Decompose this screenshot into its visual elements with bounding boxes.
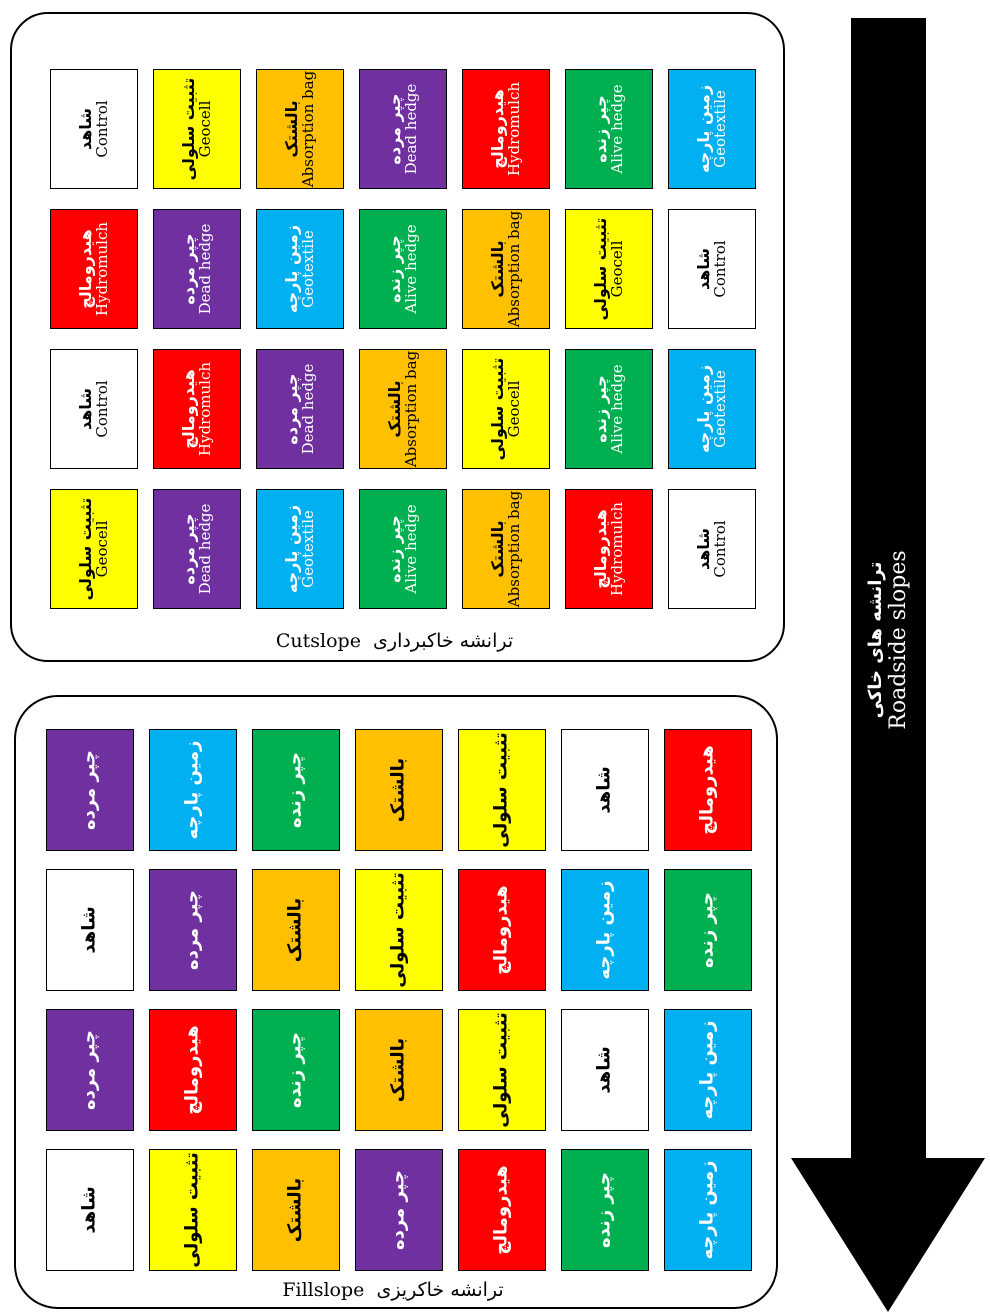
cutslope-cell-alive-hedge [359,489,447,609]
fillslope-cell-dead-hedge [46,729,134,851]
treatment-label-fa: چپر مرده [181,890,203,970]
treatment-label-fa: زمین پارچه [281,224,301,314]
cutslope-cell-control [668,489,756,609]
fillslope-cell-absorption-bag [252,869,340,991]
cutslope-caption-en: Cutslope [275,630,361,652]
fillslope-cell-geocell [149,1149,237,1271]
treatment-label-fa: شاهد [693,527,713,571]
treatment-label-fa: شاهد [78,1186,100,1234]
fillslope-cell-control [46,869,134,991]
treatment-label-fa: زمین پارچه [693,364,713,454]
fillslope-cell-control [46,1149,134,1271]
treatment-label-en: Geotextile [711,90,730,168]
treatment-label-fa: چپر زنده [590,95,610,163]
treatment-label-fa: تثبیت سلولی [178,77,198,181]
treatment-label-en: Hydromulch [93,221,112,317]
treatment-label-fa: چپر مرده [78,750,100,830]
treatment-label-fa: شاهد [693,247,713,291]
treatment-label-en: Geocell [505,380,524,438]
cutslope-cell-geocell [462,349,550,469]
treatment-label-fa: تثبیت سلولی [487,357,507,461]
treatment-label-fa: هیدرومالچ [590,509,610,589]
treatment-label-fa: تثبیت سلولی [75,497,95,601]
fillslope-cell-alive-hedge [561,1149,649,1271]
treatment-label-fa: زمین پارچه [593,880,615,980]
cutslope-cell-absorption-bag [462,209,550,329]
treatment-label-fa: هیدرومالچ [696,745,718,835]
treatment-label-fa: شاهد [75,387,95,431]
treatment-label-en: Alive hedge [402,224,421,314]
cutslope-caption-fa: ترانشه خاکبرداری [373,630,514,652]
fillslope-cell-geotextile [664,1009,752,1131]
treatment-label-en: Dead hedge [196,503,215,595]
cutslope-cell-absorption-bag [462,489,550,609]
cutslope-cell-absorption-bag [359,349,447,469]
fillslope-cell-dead-hedge [355,1149,443,1271]
treatment-label-fa: زمین پارچه [181,740,203,840]
treatment-label-en: Absorption bag [505,210,524,328]
treatment-label-en: Alive hedge [608,84,627,174]
treatment-label-en: Dead hedge [402,83,421,175]
treatment-label-fa: چپر زنده [384,515,404,583]
treatment-label-fa: بالشتک [284,1177,306,1243]
treatment-label-en: Control [711,520,730,578]
treatment-label-en: Dead hedge [299,363,318,455]
cutslope-cell-geocell [50,489,138,609]
treatment-label-fa: هیدرومالچ [178,369,198,449]
treatment-label-fa: چپر زنده [284,1032,306,1108]
treatment-label-fa: بالشتک [487,240,507,298]
fillslope-cell-alive-hedge [664,869,752,991]
treatment-label-fa: بالشتک [487,520,507,578]
treatment-label-fa: زمین پارچه [696,1160,718,1260]
fillslope-cell-geotextile [561,869,649,991]
treatment-label-en: Hydromulch [608,501,627,597]
fillslope-cell-control [561,729,649,851]
treatment-label-en: Absorption bag [402,350,421,468]
treatment-label-fa: چپر مرده [387,1170,409,1250]
treatment-label-fa: زمین پارچه [281,504,301,594]
treatment-label-en: Geotextile [299,510,318,588]
treatment-label-fa: هیدرومالچ [490,885,512,975]
treatment-label-fa: تثبیت سلولی [490,1012,512,1128]
cutslope-cell-dead-hedge [153,489,241,609]
treatment-label-fa: هیدرومالچ [181,1025,203,1115]
cutslope-cell-hydromulch [565,489,653,609]
fillslope-cell-absorption-bag [355,729,443,851]
fillslope-cell-geocell [355,869,443,991]
treatment-label-fa: چپر مرده [384,93,404,165]
treatment-label-fa: چپر زنده [590,375,610,443]
cutslope-panel [10,12,785,662]
treatment-label-en: Geocell [93,520,112,578]
arrow-label-fa: ترانشه های خاکی [865,561,886,719]
fillslope-cell-geotextile [149,729,237,851]
treatment-label-en: Geotextile [711,370,730,448]
cutslope-cell-absorption-bag [256,69,344,189]
cutslope-cell-dead-hedge [359,69,447,189]
cutslope-cell-geocell [153,69,241,189]
treatment-label-fa: چپر مرده [178,233,198,305]
treatment-label-fa: هیدرومالچ [490,1165,512,1255]
fillslope-caption-fa: ترانشه خاکریزی [376,1279,504,1301]
fillslope-caption [16,1279,776,1301]
treatment-label-en: Hydromulch [196,361,215,457]
treatment-label-en: Control [93,380,112,438]
treatment-label-fa: تثبیت سلولی [387,872,409,988]
cutslope-cell-hydromulch [462,69,550,189]
fillslope-cell-absorption-bag [252,1149,340,1271]
fillslope-cell-control [561,1009,649,1131]
fillslope-cell-hydromulch [458,869,546,991]
treatment-label-en: Geocell [196,100,215,158]
cutslope-cell-dead-hedge [256,349,344,469]
treatment-label-fa: زمین پارچه [693,84,713,174]
treatment-label-fa: شاهد [593,766,615,814]
treatment-label-fa: چپر مرده [78,1030,100,1110]
treatment-label-fa: بالشتک [284,897,306,963]
fillslope-cell-dead-hedge [149,869,237,991]
cutslope-cell-alive-hedge [565,69,653,189]
treatment-label-fa: چپر زنده [696,892,718,968]
cutslope-cell-geotextile [256,489,344,609]
cutslope-cell-control [668,209,756,329]
treatment-label-en: Hydromulch [505,81,524,177]
fillslope-cell-geocell [458,729,546,851]
fillslope-cell-alive-hedge [252,1009,340,1131]
treatment-label-fa: زمین پارچه [696,1020,718,1120]
fillslope-caption-en: Fillslope [282,1279,365,1301]
treatment-label-en: Dead hedge [196,223,215,315]
treatment-label-fa: شاهد [78,906,100,954]
fillslope-cell-hydromulch [149,1009,237,1131]
treatment-label-fa: تثبیت سلولی [590,217,610,321]
fillslope-cell-geotextile [664,1149,752,1271]
treatment-label-en: Alive hedge [608,364,627,454]
treatment-label-en: Alive hedge [402,504,421,594]
cutslope-cell-geotextile [668,69,756,189]
treatment-label-fa: بالشتک [281,100,301,158]
fillslope-cell-dead-hedge [46,1009,134,1131]
cutslope-grid [12,14,783,660]
treatment-label-fa: هیدرومالچ [487,89,507,169]
fillslope-cell-hydromulch [458,1149,546,1271]
treatment-label-fa: تثبیت سلولی [490,732,512,848]
treatment-label-fa: چپر مرده [281,373,301,445]
treatment-label-fa: بالشتک [387,1037,409,1103]
treatment-label-fa: چپر زنده [593,1172,615,1248]
treatment-label-fa: چپر مرده [178,513,198,585]
cutslope-cell-hydromulch [50,209,138,329]
arrow-label-en: Roadside slopes [886,550,911,730]
treatment-label-fa: بالشتک [384,380,404,438]
cutslope-cell-alive-hedge [565,349,653,469]
fillslope-grid [16,697,776,1307]
cutslope-cell-dead-hedge [153,209,241,329]
cutslope-cell-hydromulch [153,349,241,469]
treatment-label-en: Absorption bag [299,70,318,188]
treatment-label-en: Absorption bag [505,490,524,608]
treatment-label-en: Control [711,240,730,298]
fillslope-panel [14,695,778,1309]
treatment-label-en: Geotextile [299,230,318,308]
treatment-label-en: Geocell [608,240,627,298]
cutslope-cell-geocell [565,209,653,329]
cutslope-cell-geotextile [668,349,756,469]
treatment-label-fa: هیدرومالچ [75,229,95,309]
treatment-label-fa: چپر زنده [384,235,404,303]
fillslope-cell-geocell [458,1009,546,1131]
treatment-label-fa: تثبیت سلولی [181,1152,203,1268]
treatment-label-en: Control [93,100,112,158]
cutslope-cell-control [50,349,138,469]
fillslope-cell-hydromulch [664,729,752,851]
treatment-label-fa: شاهد [75,107,95,151]
fillslope-cell-alive-hedge [252,729,340,851]
fillslope-cell-absorption-bag [355,1009,443,1131]
cutslope-cell-geotextile [256,209,344,329]
cutslope-cell-control [50,69,138,189]
treatment-label-fa: چپر زنده [284,752,306,828]
treatment-label-fa: بالشتک [387,757,409,823]
treatment-label-fa: شاهد [593,1046,615,1094]
cutslope-cell-alive-hedge [359,209,447,329]
cutslope-caption [12,630,783,652]
